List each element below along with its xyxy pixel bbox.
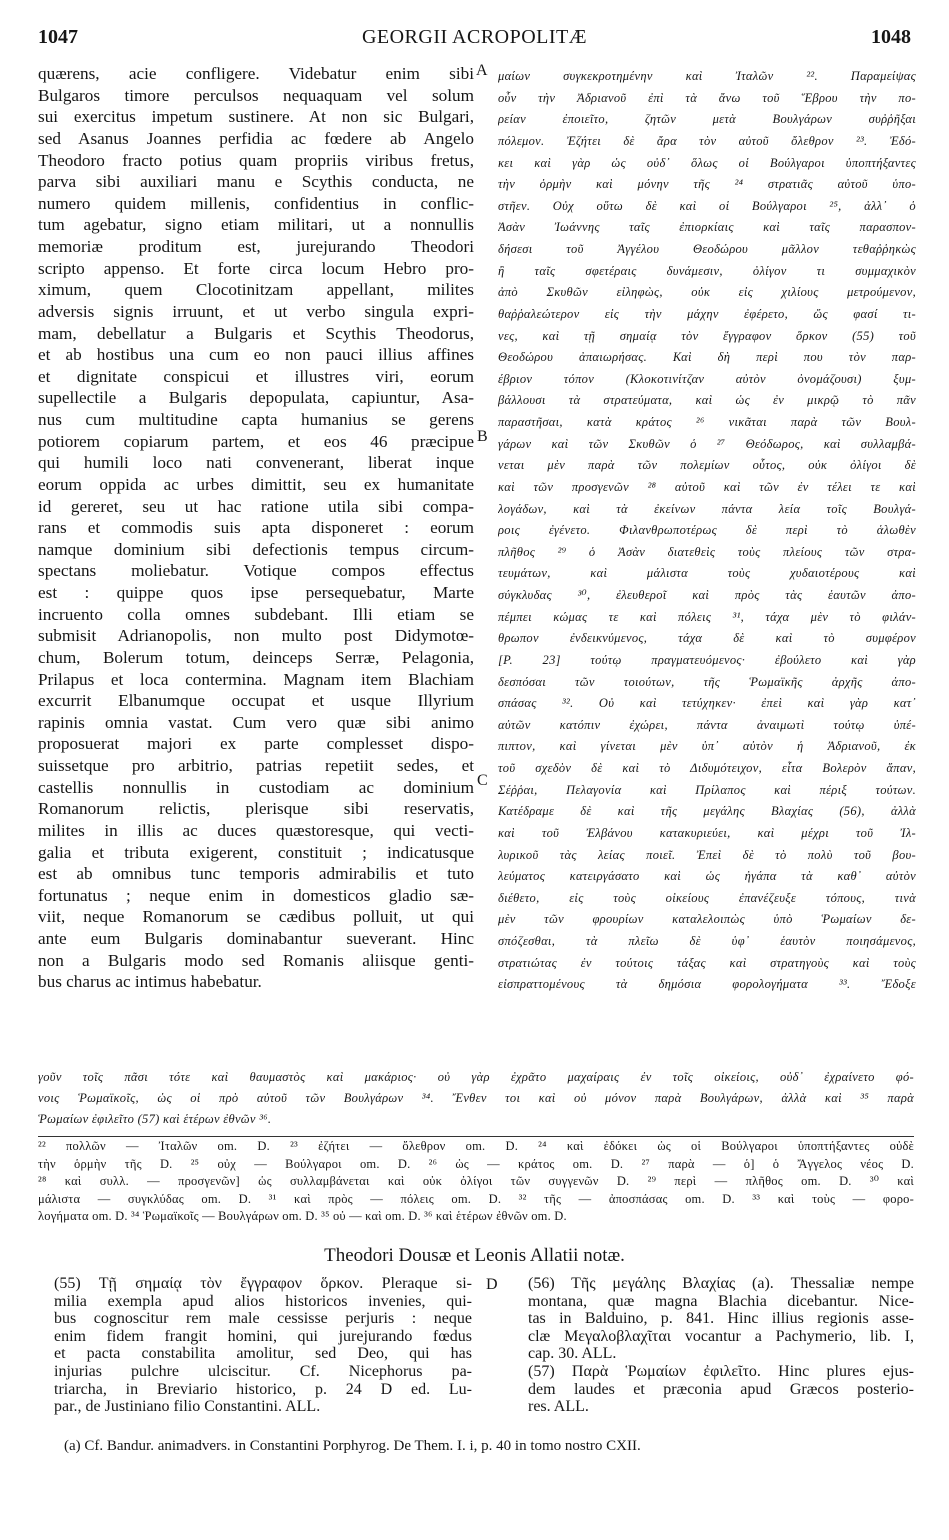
latin-text-line: potiorem copiarum partem, et eos 46 præcipue	[38, 431, 474, 451]
notes-heading: Theodori Dousæ et Leonis Allatii notæ.	[324, 1245, 625, 1266]
latin-text-line: supellectile a Bulgaris depopulata, capiuntur, Asa-	[38, 388, 474, 408]
greek-text-line: πλῆθος ²⁹ ὁ Ἀσὰν διατεθεὶς τοὺς πλείους τῶν στρα-	[498, 544, 916, 559]
latin-text-line: suissetque pro arbitrio, patrias repetiit sedes, et	[38, 756, 474, 775]
latin-text-line: adversis signis irruunt, et ut verbo singula expri-	[38, 301, 474, 321]
greek-text-line: λεύματος κατειργάσατο καὶ ὡς ἠγάπα τὰ καθ᾽ αὐτὸν	[498, 869, 916, 884]
greek-text-line: Κατέδραμε δὲ καὶ τῆς μεγάλης Βλαχίας (56), ἀλλὰ	[498, 804, 916, 819]
latin-text-line: Prilapus et loca contermina. Magnam item Blachiam	[38, 669, 474, 689]
critical-apparatus	[38, 1138, 914, 1226]
latin-text-line: bus charus ac intimus habebatur.	[38, 972, 262, 992]
latin-text-line: chum, Bolerum totum, deinceps Serræ, Pelagonia,	[38, 647, 474, 667]
latin-text-line: parva sibi auxiliari manu e Scythis conducta, ne	[38, 172, 474, 192]
note-line: montana, quæ magna Blachia dicebantur. Nice-	[528, 1292, 914, 1310]
greek-text-line: λογάδων, καὶ τὰ ἐκείνων πάντα λεία τοῖς Βουλγά-	[498, 501, 916, 516]
greek-text-line: διέθετο, εἰς τοὺς οἰκείους ἐπανέζευξε τόπους, τινὰ	[498, 890, 916, 905]
greek-text-line: θαῤῥαλεώτερον εἰς τὴν μάχην ἐφέρετο, ὥς φασί τι-	[498, 306, 916, 321]
greek-text-line: ἀπὸ Σκυθῶν εἰληφὼς, οὐκ εἰς χιλίους μετρούμενον,	[498, 285, 916, 300]
greek-text-line: έβριον τόπον (Κλοκοτινίτζαν αὐτὸν ὀνομάζουσι) ξυμ-	[498, 371, 916, 386]
note-line: milia exempla apud alios historicos invenies, qui-	[54, 1292, 472, 1310]
greek-text-line: [P. 23] τούτῳ πραγματευόμενος· ἐβούλετο καὶ γὰρ	[498, 652, 916, 667]
latin-text-line: galia et tributa exigerent, constituit ; indicatusque	[38, 842, 474, 862]
latin-text-line: ximum, quem Clocotinitzam appellant, milites	[38, 280, 474, 300]
apparatus-divider	[38, 1136, 914, 1137]
greek-text-line: Ῥωμαίων ἐφιλεῖτο (57) καὶ ἑτέρων ἐθνῶν ³⁶.	[38, 1112, 272, 1126]
margin-letter-a: A	[476, 62, 488, 79]
greek-text-line: τοῦ σχεδὸν δὲ καὶ τὸ Διδυμότειχον, εἶτα Βολερὸν ἅπαν,	[498, 761, 916, 775]
greek-text-line: δήσεσι τοῦ Ἀγγέλου Θεοδώρου μᾶλλον τεθαῤῥηκὼς	[498, 242, 916, 256]
apparatus-line: ²² πολλῶν — Ἰταλῶν om. D. ²³ ἐζήτει — ὄλεθρον om. D. ²⁴ καὶ ἐδόκει ὡς οἱ Βούλγαροι ὑποπτήξαντες οὐδὲ	[38, 1139, 914, 1153]
greek-text-line: πέμπει κώμας τε καὶ πόλεις ³¹, τάχα μὲν τὸ φιλάν-	[498, 609, 916, 624]
greek-text-line: θρωπον ἐνδεικνύμενος, τάχα δὲ καὶ τὸ συμφέρον	[498, 631, 916, 646]
latin-text-line: et ab hostibus una cum eo non pauci illius affines	[38, 345, 474, 365]
latin-text-line: milites in illis ac duces quæstoresque, qui vecti-	[38, 820, 474, 840]
running-title: GEORGII ACROPOLITÆ	[361, 26, 588, 48]
notes-56-57	[528, 1275, 914, 1416]
greek-text-line: βάλλουσι τὰ στρατεύματα, καὶ ὡς ἐν μικρῷ τὸ πᾶν	[498, 393, 916, 408]
greek-text-line: ρείαν ἐποιεῖτο, ζητῶν μετὰ Βουλγάρων συῤῥῆξαι	[498, 112, 916, 127]
note-line: clæ Μεγαλοβλαχῖται vocantur a Pachymerio, lib. I,	[528, 1327, 914, 1345]
greek-text-line: γάρων καὶ τῶν Σκυθῶν ὁ ²⁷ Θεόδωρος, καὶ συλλαμβά-	[498, 436, 916, 451]
latin-text-line: scripto appenso. Et forte circa locum Hebro pro-	[38, 258, 474, 278]
latin-text-line: est : quippe quos ipse persequebatur, Marte	[38, 583, 474, 602]
column-number-left: 1047	[38, 26, 78, 48]
latin-text-line: namque dominium sibi defectionis tempus circum-	[38, 539, 474, 559]
greek-text-line: παραστῆσαι, κατὰ κράτος ²⁶ νικᾶται παρὰ τῶν Βουλ-	[498, 415, 916, 429]
latin-text-line: castellis nonnullis in custodiam ac dominium	[38, 777, 474, 797]
greek-text-line: καὶ τοῦ Ἐλβάνου κατακυριεύει, καὶ μέχρι τοῦ Ἰλ-	[498, 825, 916, 840]
greek-text-line: νεται μὲν παρὰ τῶν πολεμίων οὗτος, οὐκ ὀλίγοι δὲ	[498, 458, 916, 473]
latin-text-line: viit, neque Romanorum se cædibus polluit, ut qui	[38, 907, 474, 927]
greek-text-line: νοις Ῥωμαϊκοῖς, ὡς οἱ πρὸ αὐτοῦ τῶν Βουλγάρων ³⁴. Ἔνθεν τοι καὶ οὐ μόνον παρὰ Βουλγάρων, ἀλλὰ καὶ ³⁵ παρὰ	[38, 1091, 914, 1105]
greek-text-line: πιπτον, καὶ γίνεται μὲν ὑπ᾽ αὐτὸν ἡ Ἀδριανοῦ, ἐκ	[498, 739, 916, 754]
latin-column	[38, 63, 474, 993]
latin-text-line: qui humili loco nati convenerant, liberat inque	[38, 453, 474, 473]
latin-text-line: id gereret, seu ut hac ratione utila sibi compa-	[38, 496, 474, 516]
greek-text-line: οὖν τὴν Ἀδριανοῦ ἐπὶ τὰ ἄνω τοῦ Ἕβρου τὴν πο-	[498, 90, 916, 105]
latin-text-line: proposuerat majori ex parte complesset dispo-	[38, 734, 474, 754]
latin-text-line: Romanorum relictis, plerisque sibi reservatis,	[38, 799, 474, 819]
note-line: (55) Τῇ σημαίᾳ τὸν ἔγγραφον ὅρκον. Pleraque si-	[54, 1275, 472, 1292]
page-header	[38, 26, 911, 52]
latin-text-line: eorum oppida ac urbes dimittit, seu ex humanitate	[38, 474, 474, 494]
apparatus-line: λογήματα om. D. ³⁴ Ῥωμαϊκοῖς — Βουλγάρων om. D. ³⁵ οὐ — καὶ om. D. ³⁶ καὶ ἑτέρων ἐθνῶν om. D.	[38, 1209, 567, 1223]
note-line: bus cognoscitur rem male cessisse perjuris : neque	[54, 1310, 472, 1328]
latin-text-line: et dignitate conspicui et illustres viri, eorum	[38, 366, 474, 386]
note-line: triarcha, in Breviario historico, p. 24 D ed. Lu-	[54, 1380, 472, 1398]
latin-text-line: fortunatus ; neque enim in domesticos gladio sæ-	[38, 885, 474, 905]
latin-text-line: nus cum multitudine capta humanius se gerens	[38, 410, 474, 429]
latin-text-line: submisit Adrianopolis, non multo post Didymotœ-	[38, 626, 474, 646]
margin-letter-c: C	[477, 772, 488, 789]
greek-full-width-text	[38, 1067, 914, 1130]
greek-text-line: Ἀσὰν Ἰωάννης ταῖς ἐπιορκίαις καὶ ταῖς παρασπον-	[498, 220, 916, 235]
apparatus-line: τὴν ὁρμὴν τῆς D. ²⁵ οὐχ — Βούλγαροι om. D. ²⁶ ὡς — κράτος om. D. ²⁷ παρὰ — ὁ] ὁ Ἄγγελος νέος D.	[38, 1156, 914, 1171]
latin-text-line: est ab omnibus tunc temporis admirabilis et tuto	[38, 864, 474, 884]
greek-text-line: Σέῤῥαι, Πελαγονία καὶ Πρίλαπος καὶ πέριξ τούτων.	[498, 782, 916, 797]
latin-text-line: tum agebatur, signo etiam militari, ut a nonnullis	[38, 215, 474, 235]
latin-text-line: incruento colla omnes subdebant. Illi etiam se	[38, 604, 474, 624]
greek-text-line: στρατιώτας ἐν τούτοις τάξας καὶ στρατηγοὺς καὶ τοὺς	[498, 955, 916, 970]
greek-text-line: νες, καὶ τῇ σημαίᾳ τὸν ἔγγραφον ὅρκον (55) τοῦ	[498, 328, 916, 343]
greek-text-line: καὶ τῶν προσγενῶν ²⁸ αὐτοῦ καὶ τῶν ἐν τέλει τε καὶ	[498, 479, 916, 494]
greek-text-line: σπόζεσθαι, τὰ πλεῖω δὲ ὑφ᾽ ἑαυτὸν ποιησάμενος,	[498, 934, 916, 948]
latin-text-line: Theodoro fracto potius quam propriis viribus fretus,	[38, 150, 474, 170]
note-line: par., de Justiniano filio Constantini. ALL.	[54, 1398, 321, 1416]
latin-text-line: quærens, acie confligere. Videbatur enim sibi	[38, 64, 474, 83]
greek-text-line: τὴν ὁρμὴν καὶ μόνην τῆς ²⁴ στρατιᾶς αὐτοῦ ὑπο-	[498, 177, 916, 192]
apparatus-line: ²⁸ καὶ συλλ. — προσγενῶν] ὡς συλλαμβάνεται καὶ οὐκ ὀλίγοι τῶν συγγενῶν D. ²⁹ περὶ — πλῆθος om. D. ³⁰ καὶ	[38, 1174, 914, 1188]
latin-text-line: rapinis omnia vastat. Cum vero quæ sibi animo	[38, 712, 474, 732]
note-line: res. ALL.	[528, 1398, 589, 1416]
greek-text-line: μαίων συγκεκροτημένην καὶ Ἰταλῶν ²². Παραμείψας	[498, 69, 916, 83]
latin-text-line: numero quidem millenis, confidentius in conflic-	[38, 193, 474, 213]
greek-text-line: ροις ἐγένετο. Φιλανθρωποτέρως δὲ περὶ τὸ ἁλωθὲν	[498, 523, 916, 538]
greek-text-line: πόλεμον. Ἐζήτει δὲ ἄρα τὸν αὐτοῦ ὄλεθρον ²³. Ἐδό-	[498, 133, 916, 148]
column-number-right: 1048	[871, 26, 911, 48]
greek-text-line: αὐτῶν κατόπιν ἐχώρει, πάντα ἀναιμωτὶ τούτῳ ὑπέ-	[498, 717, 916, 732]
note-line: enim fidem frangit homini, qui jurejurando fœdus	[54, 1327, 472, 1345]
margin-letter-b: B	[477, 428, 488, 445]
note-55	[54, 1275, 472, 1416]
note-line: injurias pulchre ulciscitur. Cf. Nicephorus pa-	[54, 1362, 472, 1380]
greek-text-line: στῆεν. Οὐχ οὕτω δὲ καὶ οἱ Βούλγαροι ²⁵, ἀλλ᾽ ὁ	[498, 198, 916, 213]
latin-text-line: Bulgaros timore perculsos nequaquam vel solum	[38, 85, 474, 105]
latin-text-line: memoriæ proditum est, jurejurando Theodori	[38, 237, 474, 256]
greek-text-line: εἰσπραττομένους τὰ δημόσια φορολογήματα ³³. Ἔδοξε	[498, 977, 916, 992]
footnote-text: (a) Cf. Bandur. animadvers. in Constantini Porphyrog. De Them. I. i, p. 40 in tomo nostro CXII.	[64, 1438, 641, 1454]
note-line: (57) Παρὰ Ῥωμαίων ἐφιλεῖτο. Hinc plures ejus-	[528, 1362, 914, 1380]
note-line: dem laudes et præconia apud Græcos posterio-	[528, 1380, 914, 1398]
note-line: tas in Balduino, p. 841. Hinc illius regionis asse-	[528, 1310, 914, 1328]
greek-text-line: Θεοδώρου ἀπαιωρήσας. Καὶ δὴ περὶ που τὸν παρ-	[498, 350, 916, 365]
greek-text-line: μὲν τῶν φρουρίων καταλελοιπὼς ὑπὸ Ῥωμαίων δε-	[498, 912, 916, 927]
latin-text-line: rans et commodis suis apta disponeret : eorum	[38, 518, 474, 538]
note-line: (56) Τῆς μεγάλης Βλαχίας (a). Thessaliæ nempe	[528, 1275, 914, 1292]
note-line: cap. 30. ALL.	[528, 1345, 617, 1363]
greek-text-line: γοῦν τοῖς πᾶσι τότε καὶ θαυμαστὸς καὶ μακάριος· οὐ γὰρ ἐχρᾶτο μαχαίραις ἐν τοῖς οἰκείοις, οὐδ᾽ ἐχραίνετο φό-	[38, 1070, 914, 1084]
greek-column	[498, 66, 916, 996]
greek-text-line: ἢ ταῖς σφετέραις δυνάμεσιν, ὀλίγον τι συμμαχικὸν	[498, 263, 916, 278]
latin-text-line: sui exercitus impetum sustinere. At non sic Bulgari,	[38, 107, 474, 127]
greek-text-line: λυρικοῦ τὰς λείας ποιεῖ. Ἐπεὶ δὲ τὸ πολὺ τοῦ βου-	[498, 847, 916, 862]
greek-text-line: κει καὶ γὰρ ὡς οὐδ᾽ ὅλως οἱ Βούλγαροι ὑποπτήξαντες	[498, 155, 916, 170]
footnote	[64, 1436, 914, 1456]
latin-text-line: sed Asanus Joannes perfidia ac fœdere ab Angelo	[38, 128, 474, 148]
greek-text-line: σύγκλυδας ³⁰, ἐλευθεροῖ καὶ πρὸς τὰς ἑαυτῶν ἀπο-	[498, 588, 916, 602]
latin-text-line: mam, debellatur a Bulgaris et Scythis Theodorus,	[38, 323, 474, 343]
greek-text-line: δεσπόσαι τῶν τοιούτων, τῆς Ῥωμαϊκῆς ἀρχῆς ἀπο-	[498, 674, 916, 689]
note-line: et pacta constabilita amolitur, sed Deo, qui has	[54, 1345, 472, 1363]
latin-text-line: non a Bulgaris modo sed Romanis aliisque genti-	[38, 950, 474, 970]
margin-letter-d: D	[486, 1276, 498, 1293]
latin-text-line: spectans moliebatur. Votique compos effectus	[38, 561, 474, 581]
latin-text-line: ante eum Bulgaris dominabantur sueverant. Hinc	[38, 929, 474, 948]
greek-text-line: τευμάτων, καὶ μάλιστα τοὺς χυδαιοτέρους καὶ	[498, 566, 916, 581]
apparatus-line: μάλιστα — συγκλύδας om. D. ³¹ καὶ πρὸς — πόλεις om. D. ³² τῆς — ἀποσπάσας om. D. ³³ καὶ τοὺς — φορο-	[38, 1191, 914, 1206]
greek-text-line: σπάσας ³². Οὐ καὶ τετύχηκεν· ἐπεὶ καὶ γὰρ κατ᾽	[498, 696, 916, 711]
latin-text-line: excurrit Elbanumque occupat et usque Illyrium	[38, 691, 474, 711]
